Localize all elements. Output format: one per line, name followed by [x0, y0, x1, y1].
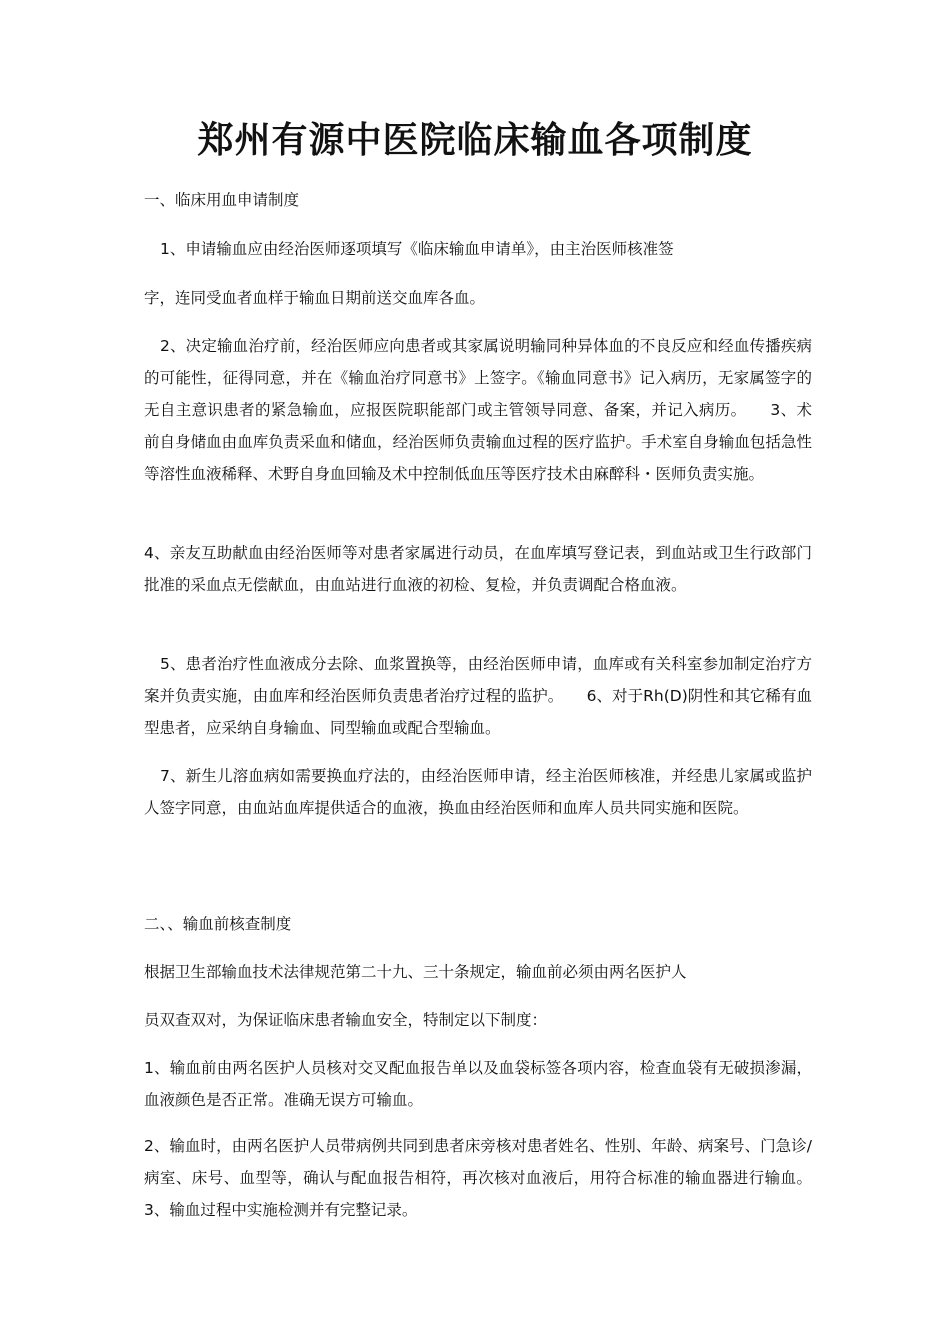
- section-2-intro-line-1: 根据卫生部输血技术法律规范第二十九、三十条规定，输血前必须由两名医护人: [144, 963, 687, 981]
- section-2-intro-line-2: 员双查双对，为保证临床患者输血安全，特制定以下制度：: [144, 1011, 548, 1029]
- paragraph-1-line-1: 1、申请输血应由经治医师逐项填写《临床输血申请单》，由主治医师核准签: [160, 240, 674, 258]
- paragraph-7: 7、新生儿溶血病如需要换血疗法的，由经治医师申请，经主治医师核准，并经患儿家属或监护人签字同意，由血站血库提供适合的血液，换血由经治医师和血库人员共同实施和医院。: [144, 767, 812, 817]
- section-2-paragraph-1: 1、输血前由两名医护人员核对交叉配血报告单以及血袋标签各项内容，检查血袋有无破损渗漏，血液颜色是否正常。准确无误方可输血。: [144, 1059, 812, 1109]
- section-heading-clinical-blood-request: 一、临床用血申请制度: [144, 191, 300, 209]
- section-2-paragraph-2: 2、输血时，由两名医护人员带病例共同到患者床旁核对患者姓名、性别、年龄、病案号、门急诊/病室、床号、血型等，确认与配血报告相符，再次核对血液后，用符合标准的输血器进行输血。 3、输血过程中实施检测并有完整记录。: [144, 1137, 812, 1219]
- paragraph-4: 4、亲友互助献血由经治医师等对患者家属进行动员，在血库填写登记表，到血站或卫生行政部门批准的采血点无偿献血，由血站进行血液的初检、复检，并负责调配合格血液。: [144, 544, 812, 594]
- section-heading-pre-transfusion-check: 二、、输血前核查制度: [144, 915, 292, 933]
- paragraph-5: 5、患者治疗性血液成分去除、血浆置换等，由经治医师申请，血库或有关科室参加制定治疗方案并负责实施，由血库和经治医师负责患者治疗过程的监护。 6、对于Rh(D)阴性和其它稀有血型患者，应采纳自身输血、同型输血或配合型输血。: [144, 655, 812, 737]
- paragraph-2: 2、决定输血治疗前，经治医师应向患者或其家属说明输同种异体血的不良反应和经血传播疾病的可能性，征得同意，并在《输血治疗同意书》上签字。《输血同意书》记入病历，无家属签字的无自主意识患者的紧急输血，应报医院职能部门或主管领导同意、备案，并记入病历。 3、术前自身储血由血库负责采血和储血，经治医师负责输血过程的医疗监护。手术室自身输血包括急性等溶性血液稀释、术野自身血回输及术中控制低血压等医疗技术由麻醉科・医师负责实施。: [144, 337, 812, 483]
- document-title: 郑州有源中医院临床输血各项制度: [197, 120, 753, 161]
- paragraph-1-line-2: 字，连同受血者血样于输血日期前送交血库各血。: [144, 289, 486, 307]
